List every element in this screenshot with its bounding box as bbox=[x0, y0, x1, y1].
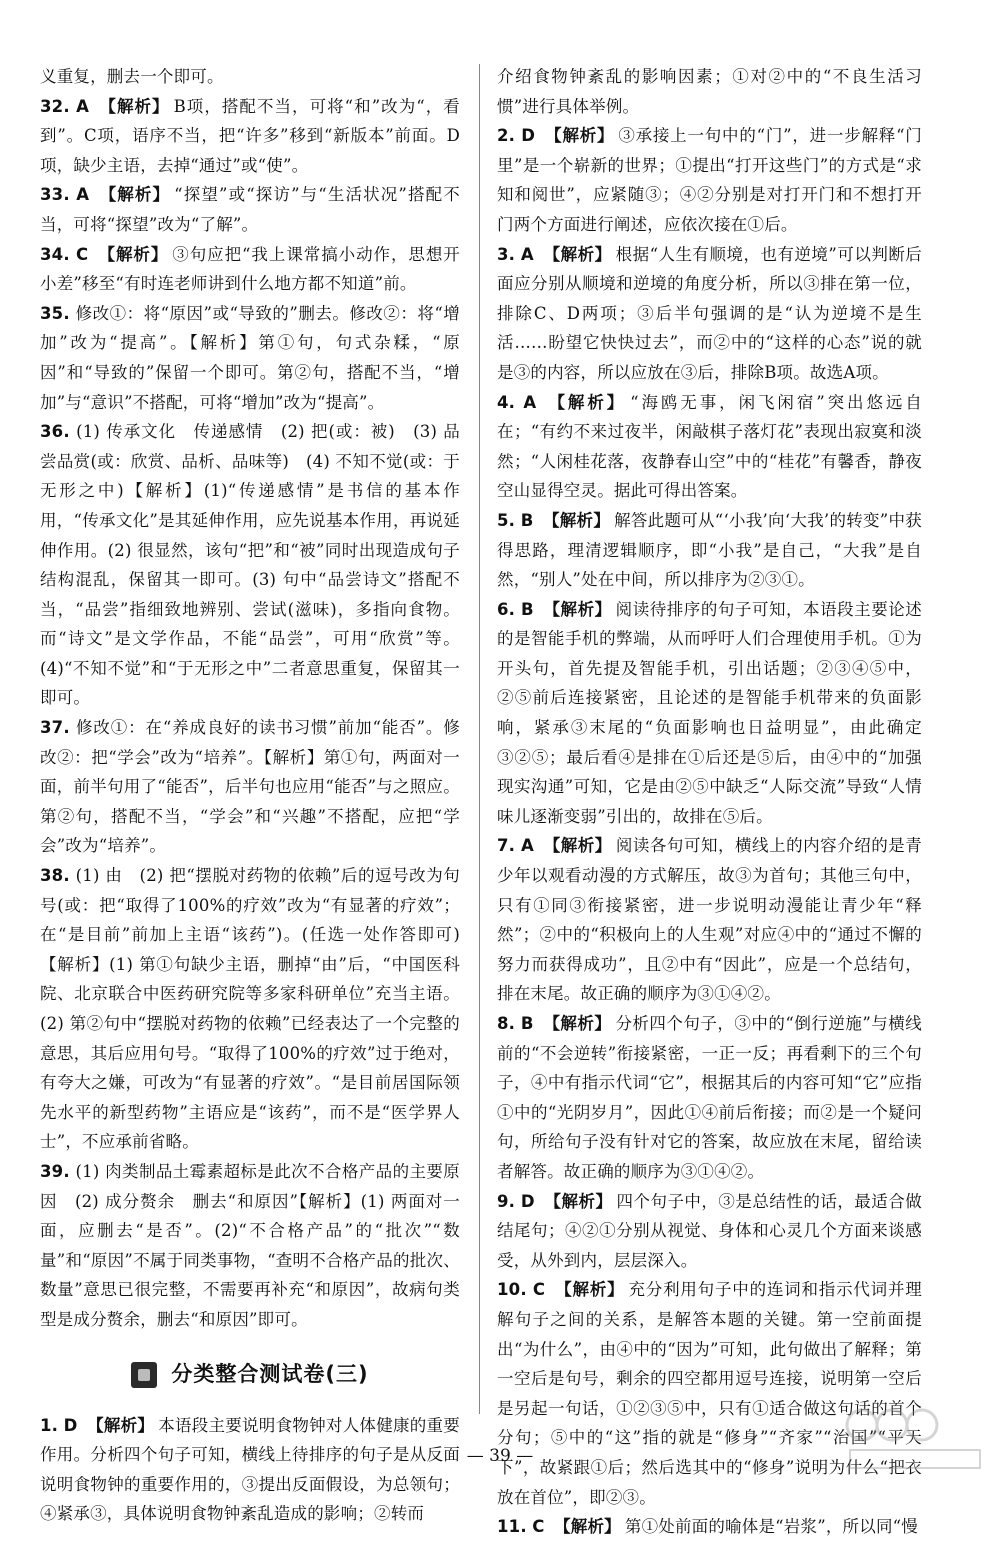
answer-number: 35. bbox=[40, 303, 70, 323]
answer-number: 37. bbox=[40, 718, 70, 738]
right-continuation: 介绍食物钟紊乱的影响因素；①对②中的“不良生活习惯”进行具体举例。 bbox=[497, 67, 922, 116]
answer-text: “海鸥无事，闲飞闲宿”突出悠远自在；“有约不来过夜半，闲敲棋子落灯花”表现出寂寞和淡然；“人闲桂花落，夜静春山空”中的“桂花”有馨香，静夜空山显得空灵。据此可得出答案。 bbox=[497, 392, 922, 501]
answer-text: 修改①：将“原因”或“导致的”删去。修改②：将“增加”改为“提高”。【解析】第①句，句式杂糅，“原因”和“导致的”保留一个即可。第②句，搭配不当，“增加”与“意识”不搭配，可将“增加”改为“提高”。 bbox=[40, 303, 460, 412]
answer-entry bbox=[497, 240, 922, 388]
answer-text: 四个句子中，③是总结性的话，最适合做结尾句；④②①分别从视觉、身体和心灵几个方面来谈感受，从外到内，层层深入。 bbox=[497, 1191, 922, 1270]
answer-choice: D bbox=[520, 1191, 535, 1211]
answer-number: 6. bbox=[497, 599, 516, 619]
answer-text: 修改①：在“养成良好的读书习惯”前加“能否”。修改②：把“学会”改为“培养”。【解析】第①句，两面对一面，前半句用了“能否”，后半句也应用“能否”与之照应。第②句，搭配不当，“学会”和“兴趣”不搭配，应把“学会”改为“培养”。 bbox=[40, 718, 460, 856]
answer-text: 阅读各句可知，横线上的内容介绍的是青少年以观看动漫的方式解压，故③为首句；其他三句中，只有①同③衔接紧密，进一步说明动漫能让青少年“释然”；②中的“积极向上的人生观”对应④中的“通过不懈的努力而获得成功”，且②中有“因此”，应是一个总结句，排在末尾。故正确的顺序为③①④②。 bbox=[497, 836, 922, 1004]
right-column bbox=[497, 62, 922, 1542]
answer-choice: A bbox=[76, 185, 90, 205]
answer-number: 34. bbox=[40, 244, 70, 264]
answer-choice: B bbox=[520, 599, 534, 619]
section-heading bbox=[40, 1357, 460, 1393]
answer-entry bbox=[497, 831, 922, 1009]
analysis-tag: 【解析】 bbox=[544, 1191, 613, 1211]
answer-number: 36. bbox=[40, 422, 70, 442]
analysis-tag: 【解析】 bbox=[543, 1014, 612, 1033]
answer-number: 4. bbox=[497, 392, 516, 412]
answer-text: (1) 传承文化 传递感情 (2) 把(或：被) (3) 品尝品赏(或：欣赏、品析、品味等) (4) 不知不觉(或：于无形之中)【解析】(1)“传递感情”是书信的基本作用，“传承文化”是其延伸作用，应先说基本作用，再说延伸作用。(2) 很显然，该句“把”和“被”同时出现造成句子结构混乱，保留其一即可。(3) 句中“品尝诗文”搭配不当，“品尝”指细致地辨别、尝试(滋味)，多指向食物。而“诗文”是文学作品，不能“品尝”，可用“欣赏”等。(4)“不知不觉”和“于无形之中”二者意思重复，保留其一即可。 bbox=[40, 422, 460, 708]
answer-number: 8. bbox=[497, 1014, 516, 1033]
analysis-tag: 【解析】 bbox=[543, 510, 611, 530]
answer-text: 本语段主要说明食物钟对人体健康的重要作用。分析四个句子可知，横线上待排序的句子是从反面说明食物钟的重要作用的，③提出反面假设，为总领句；④紧承③，具体说明食物钟紊乱造成的影响；②转而 bbox=[40, 1415, 460, 1524]
analysis-tag: 【解析】 bbox=[554, 1517, 621, 1537]
answer-number: 10. bbox=[497, 1280, 527, 1300]
left-answer-list bbox=[40, 92, 460, 1335]
left-answer-list-section bbox=[40, 1411, 460, 1529]
answer-choice: A bbox=[76, 96, 90, 116]
left-column bbox=[40, 62, 460, 1529]
answer-number: 5. bbox=[497, 510, 516, 530]
answer-entry bbox=[497, 595, 922, 832]
analysis-tag: 【解析】 bbox=[543, 599, 612, 619]
answer-entry bbox=[497, 506, 922, 595]
answer-choice: C bbox=[532, 1280, 546, 1300]
answer-choice: D bbox=[521, 126, 536, 146]
answer-number: 7. bbox=[497, 836, 516, 856]
answer-choice: B bbox=[520, 1014, 534, 1033]
answer-entry bbox=[40, 713, 460, 861]
answer-text: 分析四个句子，③中的“倒行逆施”与横线前的“不会逆转”衔接紧密，一正一反；再看剩下的三个句子，④中有指示代词“它”，根据其后的内容可知“它”应指①中的“光阴岁月”，因此①④前后衔接；而②是一个疑问句，所给句子没有针对它的答案，故应放在末尾，留给读者解答。故正确的顺序为③①④②。 bbox=[497, 1014, 922, 1181]
analysis-tag: 【解析】 bbox=[555, 1280, 625, 1300]
answer-entry bbox=[40, 1411, 460, 1529]
answer-text: ③承接上一句中的“门”，进一步解释“门里”是一个崭新的世界；①提出“打开这些门”的方式是“求知和阅世”，应紧随③；④②分别是对打开门和不想打开门两个方面进行阐述，应依次接在①后。 bbox=[497, 126, 923, 234]
answer-choice: D bbox=[63, 1415, 78, 1435]
answer-text: B项，搭配不当，可将“和”改为“，看到”。C项，语序不当，把“许多”移到“新版本”前面。D项，缺少主语，去掉“通过”或“使”。 bbox=[40, 96, 460, 175]
answer-text: 阅读待排序的句子可知，本语段主要论述的是智能手机的弊端，从而呼吁人们合理使用手机。①为开头句，首先提及智能手机，引出话题；②③④⑤中，②⑤前后连接紧密，且论述的是智能手机带来的负面影响，紧承③末尾的“负面影响也日益明显”，由此确定③②⑤；最后看④是排在①后还是⑤后，由④中的“加强现实沟通”可知，它是由②⑤中缺乏“人际交流”导致“人情味儿逐渐变弱”引出的，故排在⑤后。 bbox=[497, 599, 922, 826]
answer-text: (1) 由 (2) 把“摆脱对药物的依赖”后的逗号改为句号(或：把“取得了100%的疗效”改为“有显著的疗效”；在“是目前”前加上主语“该药”)。(任选一处作答即可)【解析】(1) 第①句缺少主语，删掉“由”后，“中国医科院、北京联合中医药研究院等多家科研单位”充当主语。(2) 第②句中“摆脱对药物的依赖”已经表达了一个完整的意思，其后应用句号。“取得了100%的疗效”过于绝对，有夸大之嫌，可改为“有显著的疗效”。“是目前居国际领先水平的新型药物”主语应是“该药”，而不是“医学界人士”，不应承前省略。 bbox=[40, 866, 460, 1152]
page-number: — 39 — bbox=[466, 1446, 534, 1466]
answer-choice: C bbox=[76, 244, 89, 264]
answer-number: 9. bbox=[497, 1191, 516, 1211]
analysis-tag: 【解析】 bbox=[543, 244, 612, 264]
answer-entry bbox=[497, 1512, 922, 1542]
answer-number: 11. bbox=[497, 1517, 527, 1537]
answer-entry bbox=[40, 92, 460, 181]
section-title: 分类整合测试卷(三) bbox=[171, 1361, 369, 1386]
analysis-tag: 【解析】 bbox=[99, 96, 170, 116]
answer-number: 38. bbox=[40, 866, 70, 886]
right-answer-list bbox=[497, 121, 922, 1542]
answer-text: 充分利用句子中的连词和指示代词并理解句子之间的关系，是解答本题的关键。第一空前面提出“为什么”，由④中的“因为”可知，此句做出了解释；第一空后是句号，剩余的四空都用逗号连接，说明第一空后是另起一句话，①②③⑤中，只有①适合做这句话的首个分句；⑤中的“这”指的就是“修身”“齐家”“治国”“平天下”，故紧跟①后；然后选其中的“修身”说明为什么“把衣放在首位”，即②③。 bbox=[497, 1280, 922, 1507]
answer-entry bbox=[497, 388, 922, 506]
answer-text: 第①处前面的喻体是“岩浆”，所以同“慢 bbox=[624, 1517, 918, 1537]
answer-text: ③句应把“我上课常搞小动作，思想开小差”移至“有时连老师讲到什么地方都不知道”前。 bbox=[40, 244, 460, 294]
analysis-tag: 【解析】 bbox=[87, 1415, 155, 1435]
answer-entry bbox=[497, 121, 922, 239]
answer-number: 2. bbox=[497, 126, 516, 146]
watermark-logo bbox=[840, 1405, 990, 1475]
answer-number: 1. bbox=[40, 1415, 59, 1435]
answer-choice: C bbox=[532, 1517, 545, 1537]
answer-entry bbox=[40, 240, 460, 299]
answer-text: 根据“人生有顺境，也有逆境”可以判断后面应分别从顺境和逆境的角度分析，所以③排在第一位，排除C、D两项；③后半句强调的是“认为逆境不是生活……盼望它快快过去”，而②中的“这样的心态”说的就是③的内容，所以应放在③后，排除B项。故选A项。 bbox=[497, 244, 923, 382]
analysis-tag: 【解析】 bbox=[545, 126, 615, 146]
answer-choice: A bbox=[520, 244, 534, 264]
column-divider bbox=[479, 64, 480, 1414]
answer-text: “探望”或“探访”与“生活状况”搭配不当，可将“探望”改为“了解”。 bbox=[40, 185, 460, 234]
analysis-tag: 【解析】 bbox=[548, 392, 627, 412]
answer-choice: A bbox=[523, 392, 537, 412]
answer-entry bbox=[40, 417, 460, 713]
analysis-tag: 【解析】 bbox=[99, 185, 171, 205]
answer-number: 39. bbox=[40, 1161, 70, 1181]
answer-entry bbox=[40, 861, 460, 1157]
answer-number: 3. bbox=[497, 244, 516, 264]
answer-entry bbox=[497, 1187, 922, 1276]
answer-entry bbox=[40, 1157, 460, 1335]
answer-entry bbox=[40, 180, 460, 239]
analysis-tag: 【解析】 bbox=[98, 244, 169, 264]
analysis-tag: 【解析】 bbox=[543, 836, 612, 856]
answer-choice: B bbox=[520, 510, 534, 530]
left-continuation: 义重复，删去一个即可。 bbox=[40, 67, 224, 86]
answer-number: 32. bbox=[40, 96, 70, 116]
answer-choice: A bbox=[520, 836, 534, 856]
answer-entry bbox=[497, 1009, 922, 1187]
answer-number: 33. bbox=[40, 185, 70, 205]
answer-text: 解答此题可从“‘小我’向‘大我’的转变”中获得思路，理清逻辑顺序，即“小我”是自己，“大我”是自然，“别人”处在中间，所以排序为②③①。 bbox=[497, 510, 922, 590]
answer-text: (1) 肉类制品土霉素超标是此次不合格产品的主要原因 (2) 成分赘余 删去“和原因”【解析】(1) 两面对一面，应删去“是否”。(2)“不合格产品”的“批次”“数量”和“原因”不属于同类事物，“查明不合格产品的批次、数量”意思已很完整，不需要再补充“和原因”，故病句类型是成分赘余，删去“和原因”即可。 bbox=[40, 1161, 460, 1329]
section-icon bbox=[131, 1362, 157, 1388]
answer-entry bbox=[40, 299, 460, 417]
answer-entry bbox=[497, 1275, 922, 1512]
